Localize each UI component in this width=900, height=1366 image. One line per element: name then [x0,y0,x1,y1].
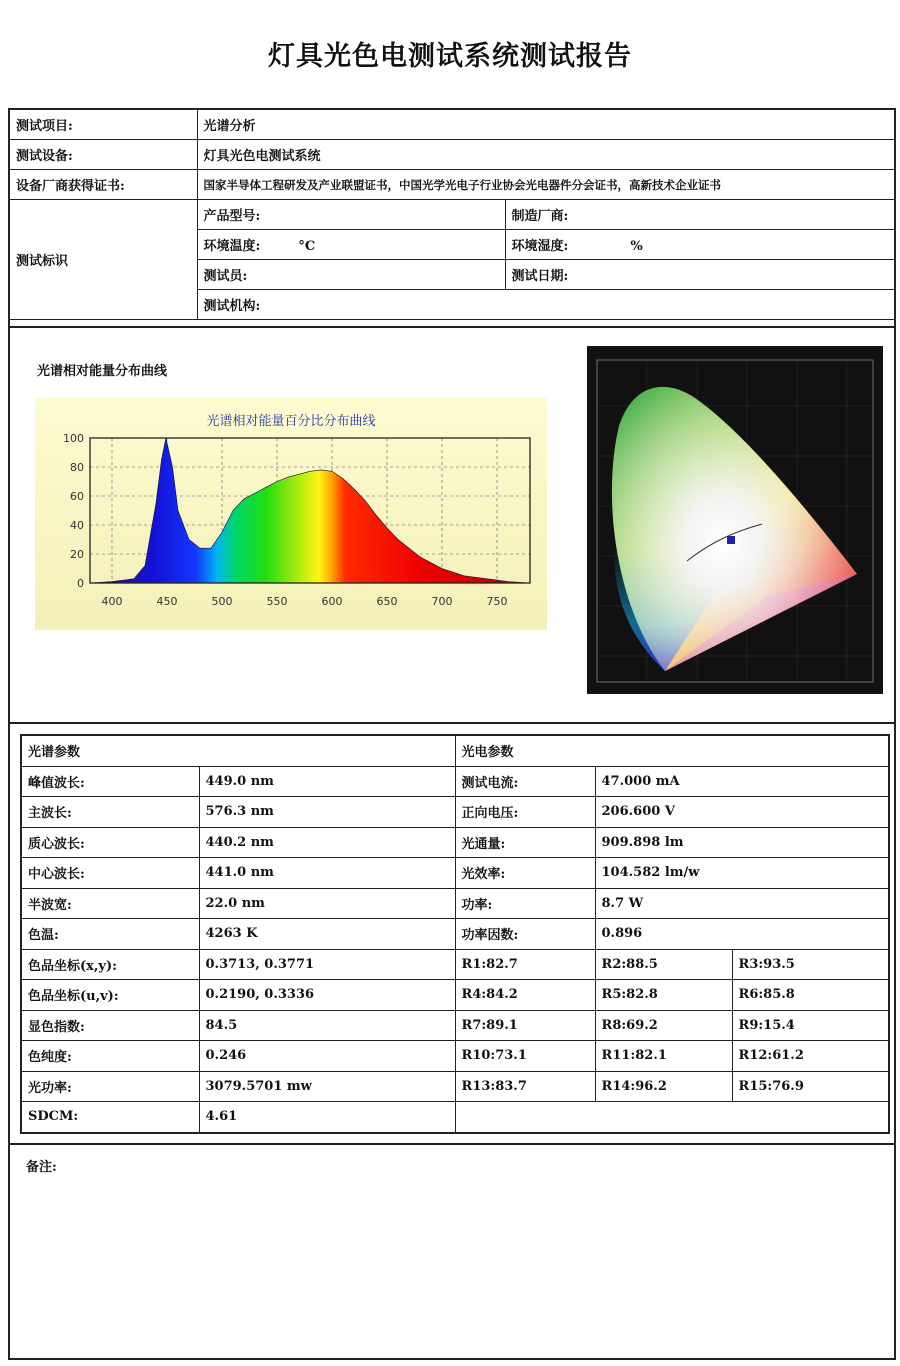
test-device-label: 测试设备: [10,140,197,170]
photoelectric-params-header: 光电参数 [455,735,889,766]
photo-param-value: 206.600 V [595,797,889,828]
spectrum-chart [35,398,547,630]
spectral-params-header: 光谱参数 [21,735,455,766]
photo-param-value: 8.7 W [595,888,889,919]
x-tick-label: 450 [156,595,178,608]
ambient-humidity-cell [505,230,894,260]
spectral-param-label: 色品坐标(u,v): [21,980,199,1011]
spectral-param-label: 色温: [21,919,199,950]
color-rendering-r-value: R1:82.7 [455,949,595,980]
photo-param-label: 测试电流: [455,766,595,797]
report-title: 灯具光色电测试系统测试报告 [268,41,632,72]
ambient-temperature-cell [197,230,505,260]
photo-param-label: 正向电压: [455,797,595,828]
spectral-param-label: SDCM: [21,1102,199,1133]
certificate-label: 设备厂商获得证书: [10,170,197,200]
y-tick-label: 60 [70,490,84,503]
spectral-param-value: 4.61 [199,1102,455,1133]
spectral-param-label: 半波宽: [21,888,199,919]
spectral-param-value: 441.0 nm [199,858,455,889]
color-rendering-r-value: R6:85.8 [732,980,889,1011]
cie-chromaticity-diagram [587,346,883,694]
color-rendering-r-value: R4:84.2 [455,980,595,1011]
y-tick-label: 0 [77,577,84,590]
parameters-table [20,734,890,1134]
y-tick-label: 20 [70,548,84,561]
y-tick-label: 40 [70,519,84,532]
ambient-humidity-label: 环境湿度: [511,239,569,254]
chart-title: 光谱相对能量百分比分布曲线 [206,414,376,429]
photo-param-value: 0.896 [595,919,889,950]
x-tick-label: 700 [431,595,453,608]
photo-param-label: 功率因数: [455,919,595,950]
x-tick-label: 500 [211,595,233,608]
color-rendering-r-value: R8:69.2 [595,1010,732,1041]
certificate-value: 国家半导体工程研发及产业联盟证书，中国光学光电子行业协会光电器件分会证书，高新技术企业证书 [197,170,894,200]
spectral-param-label: 色纯度: [21,1041,199,1072]
test-device-value: 灯具光色电测试系统 [197,140,894,170]
test-item-value: 光谱分析 [197,110,894,140]
manufacturer-label: 制造厂商: [505,200,894,230]
spectral-param-value: 576.3 nm [199,797,455,828]
empty-cell [455,1102,889,1133]
x-tick-label: 600 [321,595,343,608]
color-rendering-r-value: R9:15.4 [732,1010,889,1041]
color-rendering-r-value: R5:82.8 [595,980,732,1011]
photo-param-value: 104.582 lm/w [595,858,889,889]
spectral-param-label: 中心波长: [21,858,199,889]
y-tick-label: 100 [63,432,84,445]
test-info-table [10,110,894,320]
product-model-label: 产品型号: [197,200,505,230]
measured-point-marker [727,536,735,544]
photo-param-label: 光效率: [455,858,595,889]
color-rendering-r-value: R11:82.1 [595,1041,732,1072]
tester-label: 测试员: [197,260,505,290]
spectral-param-value: 440.2 nm [199,827,455,858]
remarks-label: 备注: [26,1160,57,1175]
humidity-unit: % [630,239,643,254]
spectrum-section [10,326,894,724]
photo-param-label: 功率: [455,888,595,919]
spectral-param-label: 显色指数: [21,1010,199,1041]
test-id-label: 测试标识 [10,200,197,320]
spectral-param-label: 峰值波长: [21,766,199,797]
spectral-param-value: 0.3713, 0.3771 [199,949,455,980]
color-rendering-r-value: R14:96.2 [595,1071,732,1102]
spectral-param-value: 22.0 nm [199,888,455,919]
test-organization-label: 测试机构: [197,290,894,320]
color-rendering-r-value: R7:89.1 [455,1010,595,1041]
spectral-param-value: 0.2190, 0.3336 [199,980,455,1011]
x-tick-label: 550 [266,595,288,608]
x-tick-label: 400 [101,595,123,608]
test-date-label: 测试日期: [505,260,894,290]
spectral-param-value: 0.246 [199,1041,455,1072]
color-rendering-r-value: R10:73.1 [455,1041,595,1072]
color-rendering-r-value: R13:83.7 [455,1071,595,1102]
y-tick-label: 80 [70,461,84,474]
spectrum-heading: 光谱相对能量分布曲线 [37,364,168,379]
x-tick-label: 650 [376,595,398,608]
photo-param-value: 47.000 mA [595,766,889,797]
remarks-divider [10,1143,894,1145]
color-rendering-r-value: R3:93.5 [732,949,889,980]
spectral-param-value: 84.5 [199,1010,455,1041]
color-rendering-r-value: R12:61.2 [732,1041,889,1072]
spectral-param-label: 光功率: [21,1071,199,1102]
test-item-label: 测试项目: [10,110,197,140]
photo-param-label: 光通量: [455,827,595,858]
spectral-param-label: 色品坐标(x,y): [21,949,199,980]
color-rendering-r-value: R15:76.9 [732,1071,889,1102]
color-rendering-r-value: R2:88.5 [595,949,732,980]
spectral-param-value: 3079.5701 mw [199,1071,455,1102]
spectral-param-label: 主波长: [21,797,199,828]
photo-param-value: 909.898 lm [595,827,889,858]
temperature-unit: °C [298,239,316,254]
report-frame [8,108,896,1360]
x-tick-label: 750 [486,595,508,608]
spectral-param-value: 449.0 nm [199,766,455,797]
spectral-param-label: 质心波长: [21,827,199,858]
ambient-temperature-label: 环境温度: [203,239,261,254]
spectral-param-value: 4263 K [199,919,455,950]
